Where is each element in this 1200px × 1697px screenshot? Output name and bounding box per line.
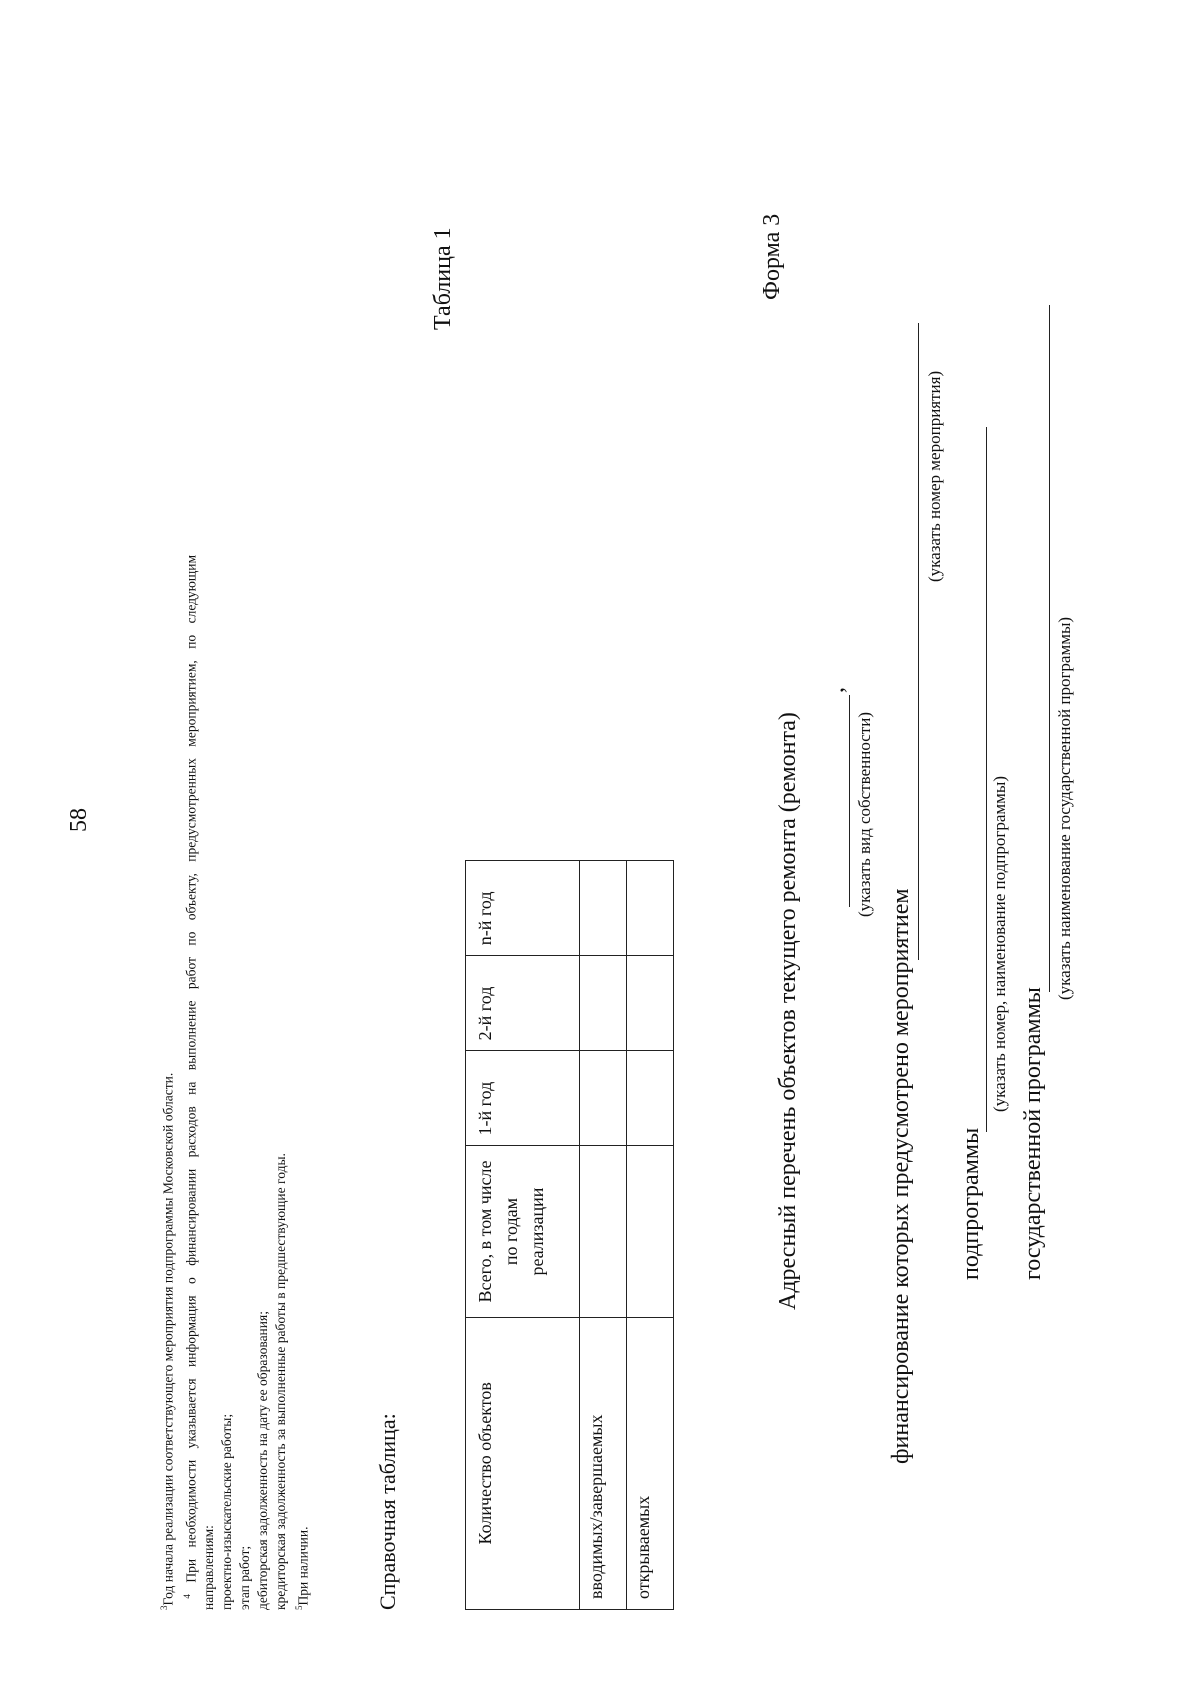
subprogram-caption: (указать номер, наименование подпрограммы)	[990, 776, 1009, 1112]
rotated-page-content	[155, 110, 1200, 1610]
table-row	[627, 861, 674, 1610]
table-header-cell: 2-й год	[466, 956, 580, 1051]
state-program-caption: (указать наименование государственной программы)	[1055, 616, 1074, 1000]
page-number: 58	[66, 808, 92, 832]
form-label: Форма 3	[759, 213, 785, 300]
footnote-4-item: проектно-изыскательские работы;	[219, 1413, 234, 1610]
table-cell	[627, 1051, 674, 1146]
footnote-3	[155, 555, 178, 1610]
table-row	[580, 861, 627, 1610]
state-program-text: государственной программы	[1020, 987, 1046, 1280]
table-cell	[580, 861, 627, 956]
table-cell	[627, 1146, 674, 1317]
footnote-4-text: При необходимости указывается информация о финансировании расходов на выполнение работ по объекту, предусмотренных мероприятием, по следующим	[183, 554, 198, 1583]
table-cell: открываемых	[627, 1317, 674, 1609]
event-caption: (указать номер мероприятия)	[925, 370, 944, 582]
footnote-4-item: кредиторская задолженность за выполненные работы в предшествующие годы.	[273, 1153, 288, 1610]
footnote-5-text: При наличии.	[295, 1526, 311, 1606]
table-header-cell: Количество объектов	[466, 1317, 580, 1609]
table-cell	[580, 1051, 627, 1146]
subprogram-text: подпрограммы	[958, 1127, 984, 1280]
ownership-caption: (указать вид собственности)	[855, 712, 874, 917]
table-header-cell: 1-й год	[466, 1051, 580, 1146]
reference-table	[465, 860, 674, 1610]
table-cell	[580, 1146, 627, 1317]
event-fill-line	[918, 323, 919, 960]
table-label: Таблица 1	[430, 227, 456, 330]
table-header-row	[466, 861, 580, 1610]
table-cell	[580, 956, 627, 1051]
footnote-4-item: дебиторская задолженность на дату ее образования;	[255, 1311, 270, 1610]
footnote-3-text: Год начала реализации соответствующего мероприятия подпрограммы Московской области.	[160, 1072, 176, 1606]
footnote-4-continuation: направлениям:	[201, 1525, 216, 1610]
footnote-4	[178, 555, 201, 1610]
table-header-cell: Всего, в том числе по годам реализации	[466, 1146, 580, 1317]
reference-table-title: Справочная таблица:	[375, 1413, 400, 1610]
footnote-5-mark: 5	[294, 1605, 304, 1610]
form-title: Адресный перечень объектов текущего ремонта (ремонта)	[775, 712, 801, 1310]
table-cell: вводимых/завершаемых	[580, 1317, 627, 1609]
footnote-4-mark: 4	[181, 1594, 192, 1599]
subprogram-fill-line	[986, 427, 987, 1132]
ownership-comma: ,	[823, 687, 849, 693]
footnotes	[155, 555, 313, 1610]
state-program-fill-line	[1049, 305, 1050, 992]
footnote-5	[290, 555, 313, 1610]
footnote-3-mark: 3	[159, 1605, 169, 1610]
table-cell	[627, 861, 674, 956]
footnote-4-item: этап работ;	[237, 1545, 252, 1610]
ownership-fill-line	[849, 695, 850, 907]
financing-text: финансирование которых предусмотрено мероприятием	[888, 888, 914, 1464]
table-cell	[627, 956, 674, 1051]
table-header-cell: n-й год	[466, 861, 580, 956]
